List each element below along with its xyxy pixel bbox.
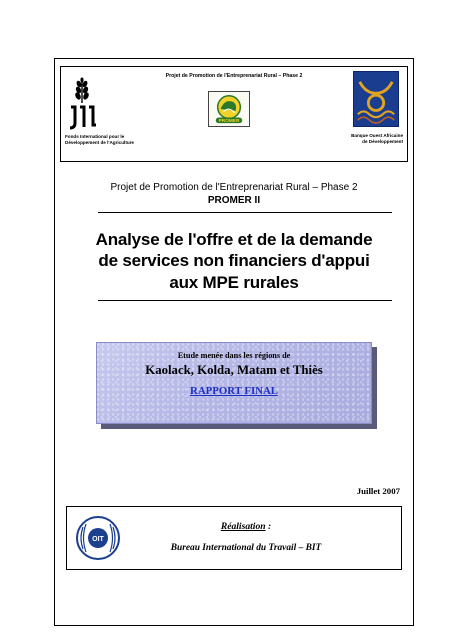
realisation-colon: : [265,521,272,532]
ifad-caption-line2: Développement de l'Agriculture [65,139,134,145]
realisation-box [66,506,402,570]
boad-logo-icon [353,71,399,127]
realisation-label-text: Réalisation [220,521,266,532]
ifad-caption [65,134,134,145]
study-regions: Kaolack, Kolda, Matam et Thiès [145,363,323,377]
boad-caption-line2: de Développement [362,138,403,144]
project-acronym: PROMER II [207,195,261,206]
ifad-logo-icon [67,77,97,131]
main-title-line1: Analyse de l'offre et de la demande [95,230,373,249]
promer-logo-icon [208,91,250,127]
svg-text:OIT: OIT [92,536,104,543]
header-title: Projet de Promotion de l'Entreprenariat Rural – Phase 2 [165,73,303,79]
realisation-label [67,521,401,532]
study-box [96,342,372,424]
report-type: RAPPORT FINAL [190,385,278,397]
boad-caption-line1: Banque Ouest Africaine [351,133,403,138]
ifad-caption-line1: Fonds International pour le [65,134,125,139]
main-title-line3: aux MPE rurales [169,273,299,292]
project-title: Projet de Promotion de l'Entreprenariat Rural – Phase 2 [110,182,358,193]
organization-name: Bureau International du Travail – BIT [170,543,322,553]
boad-caption [351,133,403,144]
report-date: Juillet 2007 [356,486,400,496]
divider-bottom [98,300,392,301]
header-box [60,66,408,162]
study-intro: Etude menée dans les régions de [177,351,291,360]
main-title-line2: de services non financiers d'appui [98,251,370,270]
divider-top [98,212,392,213]
svg-text:PROMER: PROMER [218,119,240,125]
